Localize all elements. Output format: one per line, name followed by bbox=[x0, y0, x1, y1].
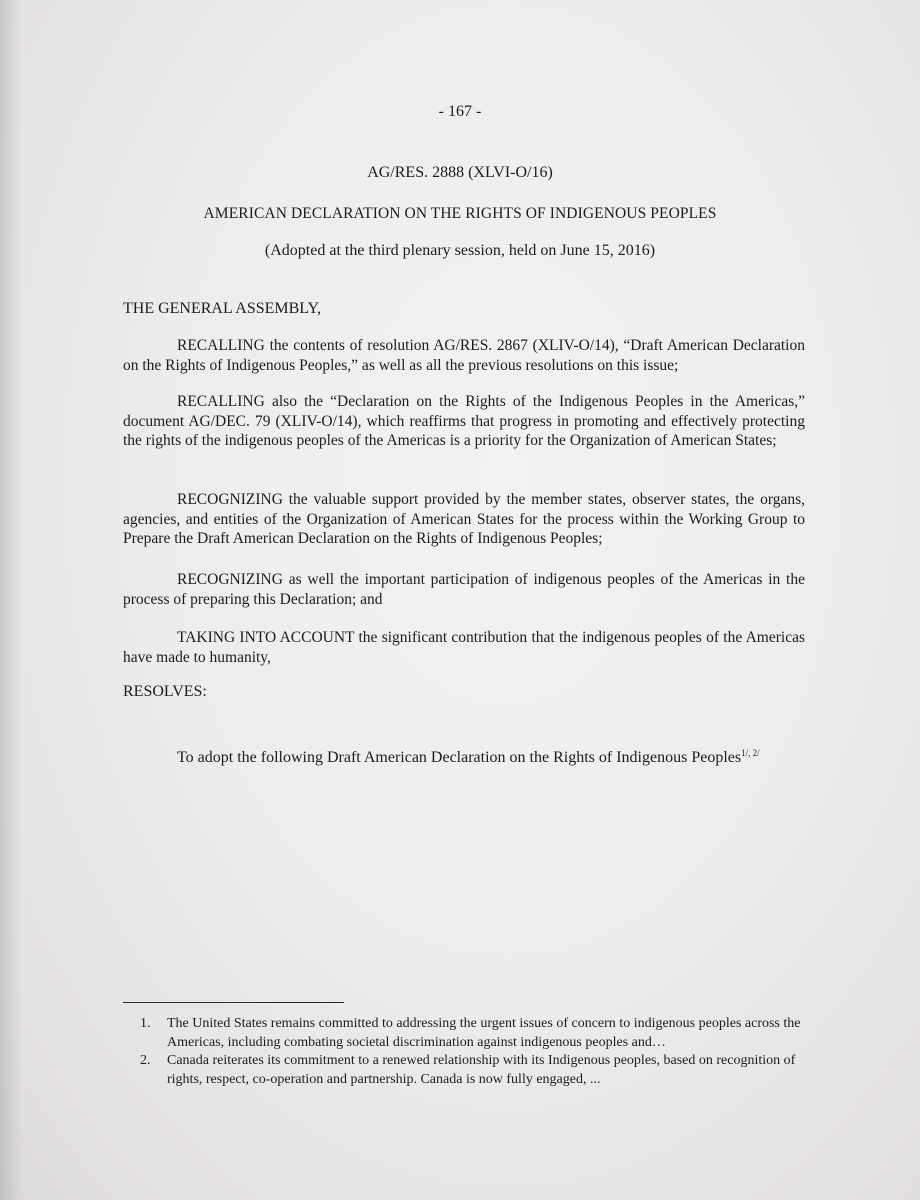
document-title: AMERICAN DECLARATION ON THE RIGHTS OF INDIGENOUS PEOPLES bbox=[203, 205, 717, 222]
adoption-note: (Adopted at the third plenary session, held on June 15, 2016) bbox=[264, 242, 656, 259]
footnote-item bbox=[140, 1052, 810, 1089]
footnote-item bbox=[140, 1015, 810, 1052]
paragraph-recalling-resolution: RECALLING the contents of resolution AG/RES. 2867 (XLIV-O/14), “Draft American Declaration on the Rights of Indigenous Peoples,” as well as all the previous resolutions on this issue; bbox=[123, 337, 805, 374]
paragraph-recognizing-participation: RECOGNIZING as well the important participation of indigenous peoples of the Americas in the process of preparing this Declaration; and bbox=[123, 571, 805, 608]
page-number: - 167 - bbox=[438, 103, 482, 120]
paragraph-recalling-declaration: RECALLING also the “Declaration on the Rights of the Indigenous Peoples in the Americas,” document AG/DEC. 79 (XLIV-O/14), which reaffirms that progress in promoting and effectively protecting the rights of the indigenous peoples of the Americas is a priority for the Organization of American States; bbox=[123, 393, 805, 449]
paragraph-taking-into-account: TAKING INTO ACCOUNT the significant contribution that the indigenous peoples of the Americas have made to humanity, bbox=[123, 629, 805, 666]
footnote-reference: 1/, 2/ bbox=[741, 748, 760, 758]
footnote-number: 1. bbox=[140, 1016, 151, 1031]
resolution-number: AG/RES. 2888 (XLVI-O/16) bbox=[367, 164, 553, 181]
resolves-text bbox=[177, 748, 760, 767]
resolves-sentence: To adopt the following Draft American Declaration on the Rights of Indigenous Peoples bbox=[177, 749, 742, 766]
footnote-text: Canada reiterates its commitment to a renewed relationship with its Indigenous peoples, based on recognition of rights, respect, co-operation and partnership. Canada is now fully engaged, ... bbox=[167, 1053, 796, 1087]
footnote-number: 2. bbox=[140, 1053, 151, 1068]
footnotes bbox=[140, 1015, 810, 1089]
paragraph-recognizing-support: RECOGNIZING the valuable support provided by the member states, observer states, the organs, agencies, and entities of the Organization of American States for the process within the Working Group to Prepare the Draft American Declaration on the Rights of Indigenous Peoples; bbox=[123, 491, 805, 547]
footnote-separator bbox=[123, 1002, 344, 1003]
resolves-heading: RESOLVES: bbox=[123, 683, 207, 700]
addressee-heading: THE GENERAL ASSEMBLY, bbox=[123, 300, 321, 317]
footnote-text: The United States remains committed to addressing the urgent issues of concern to indigenous peoples across the Americas, including combating societal discrimination against indigenous peoples and… bbox=[167, 1016, 801, 1050]
